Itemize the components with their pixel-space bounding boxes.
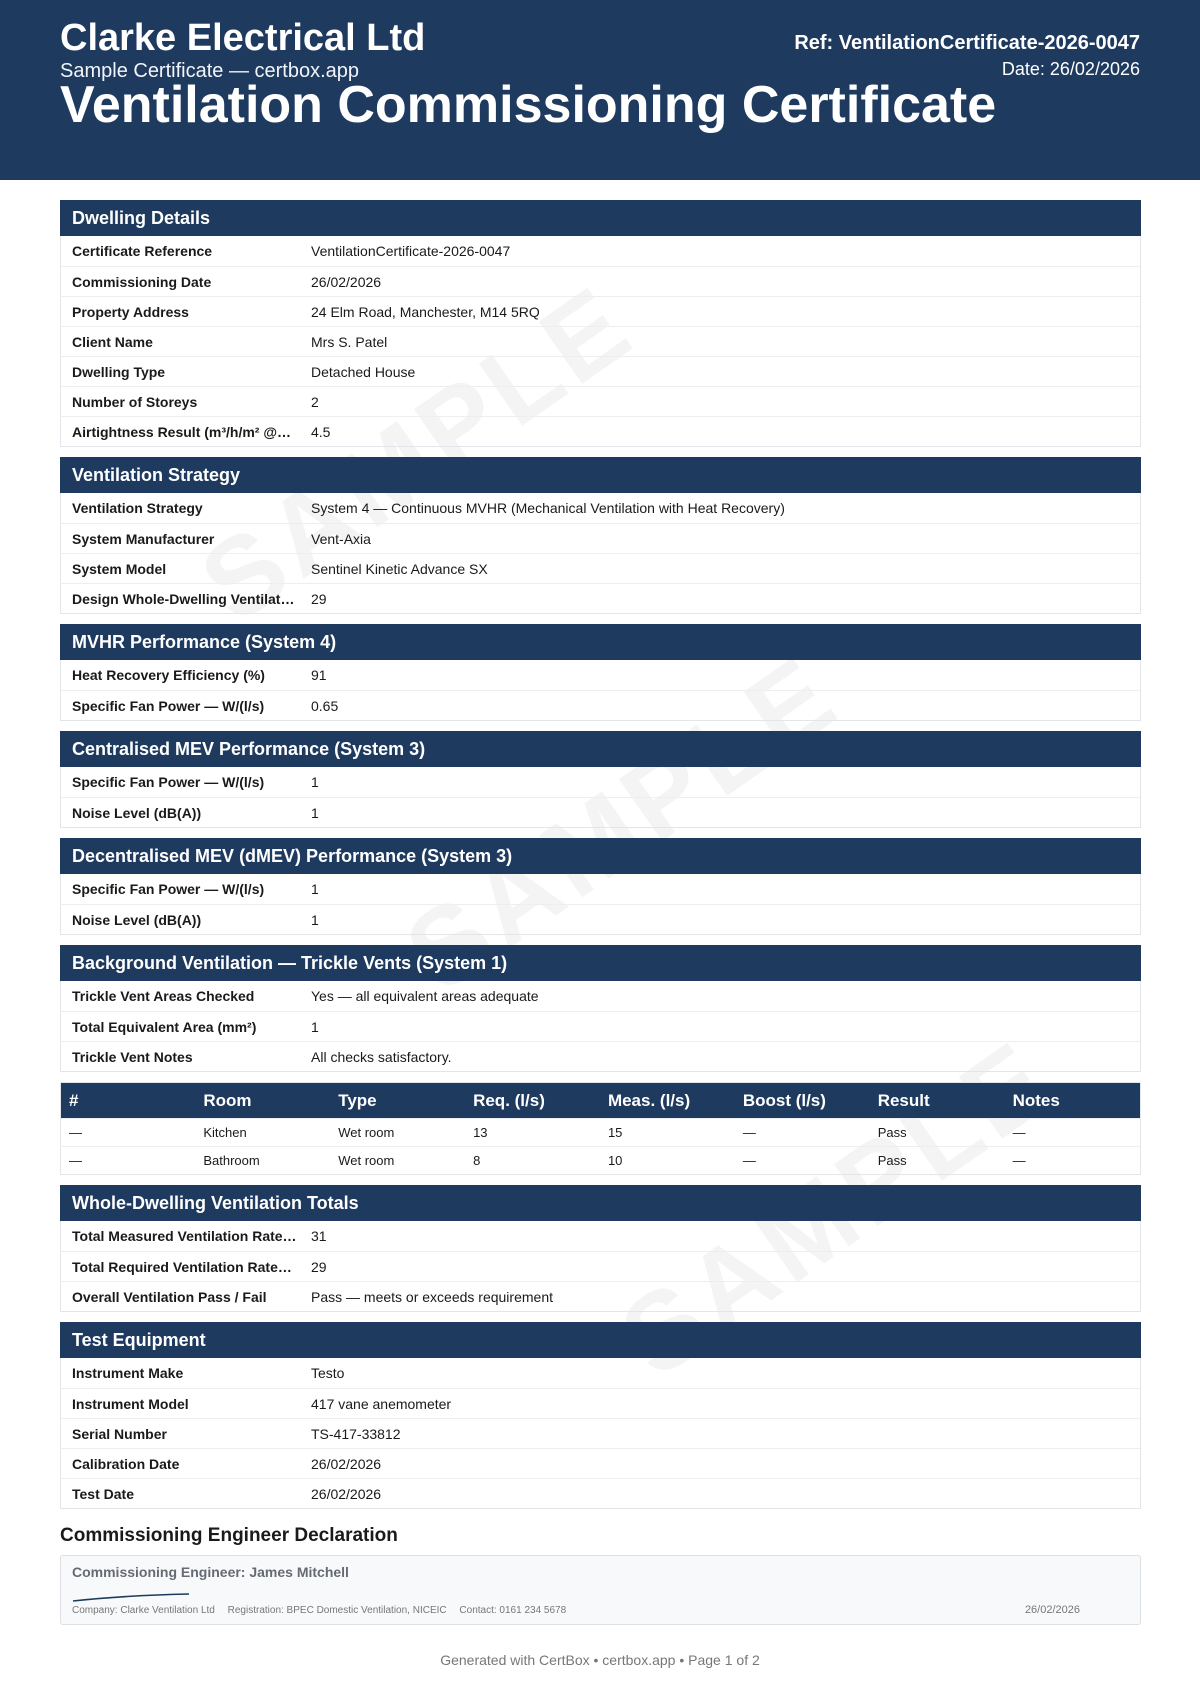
field-list — [60, 874, 1141, 935]
field-value: 1 — [311, 805, 319, 821]
field-row — [61, 1221, 1140, 1251]
field-row — [61, 266, 1140, 296]
field-row — [61, 356, 1140, 386]
field-label: Instrument Model — [72, 1396, 189, 1412]
field-label: Total Equivalent Area (mm²) — [72, 1019, 257, 1035]
whole-dwelling-ventilation-totals-section — [60, 1185, 1141, 1312]
field-label: Dwelling Type — [72, 364, 166, 380]
section-heading: Whole-Dwelling Ventilation Totals — [60, 1185, 1141, 1221]
field-label: Certificate Reference — [72, 243, 213, 259]
field-row — [61, 874, 1140, 904]
engineer-registration: Registration: BPEC Domestic Ventilation, NICEIC — [227, 1605, 447, 1616]
field-row — [61, 904, 1140, 934]
field-value: 417 vane anemometer — [311, 1396, 452, 1412]
table-cell: — — [1005, 1119, 1141, 1147]
field-label: Property Address — [72, 304, 189, 320]
test-equipment-section — [60, 1322, 1141, 1509]
field-list — [60, 1358, 1141, 1509]
column-header: Room — [195, 1083, 330, 1119]
ventilation-strategy-section — [60, 457, 1141, 614]
field-value: 29 — [311, 591, 327, 607]
certificate-header — [0, 0, 1200, 180]
field-label: Ventilation Strategy — [72, 500, 203, 516]
section-heading: Centralised MEV Performance (System 3) — [60, 731, 1141, 767]
field-row — [61, 1388, 1140, 1418]
field-value: 1 — [311, 912, 319, 928]
field-label: Noise Level (dB(A)) — [72, 912, 202, 928]
field-value: 26/02/2026 — [311, 274, 382, 290]
engineer-company: Company: Clarke Ventilation Ltd — [72, 1605, 215, 1616]
engineer-meta — [72, 1605, 576, 1616]
engineer-name: Commissioning Engineer: James Mitchell — [72, 1564, 349, 1580]
field-row — [61, 1448, 1140, 1478]
table-cell: — — [1005, 1147, 1141, 1175]
field-label: System Manufacturer — [72, 531, 215, 547]
field-row — [61, 326, 1140, 356]
field-list — [60, 981, 1141, 1072]
field-row — [61, 797, 1140, 827]
field-value: Vent-Axia — [311, 531, 371, 547]
field-row — [61, 236, 1140, 266]
table-cell: Wet room — [330, 1147, 465, 1175]
section-heading: Dwelling Details — [60, 200, 1141, 236]
table-cell: Pass — [870, 1147, 1005, 1175]
field-list — [60, 767, 1141, 828]
table-cell: — — [61, 1119, 196, 1147]
field-row — [61, 1281, 1140, 1311]
field-row — [61, 981, 1140, 1011]
field-label: Trickle Vent Notes — [72, 1049, 193, 1065]
field-value: 1 — [311, 881, 319, 897]
field-value: All checks satisfactory. — [311, 1049, 452, 1065]
field-label: Heat Recovery Efficiency (%) — [72, 667, 265, 683]
certificate-body — [60, 200, 1141, 1625]
column-header: Notes — [1005, 1083, 1141, 1119]
field-row — [61, 1011, 1140, 1041]
column-header: Result — [870, 1083, 1005, 1119]
field-row — [61, 1358, 1140, 1388]
certificate-date: Date: 26/02/2026 — [1001, 59, 1140, 79]
field-row — [61, 493, 1140, 523]
decentralised-mev-dmev-performance-system-3-section — [60, 838, 1141, 935]
background-ventilation-trickle-vents-system-1-section — [60, 945, 1141, 1072]
field-value: 4.5 — [311, 424, 331, 440]
field-value: Pass — meets or exceeds requirement — [311, 1289, 553, 1305]
table-cell: Bathroom — [195, 1147, 330, 1175]
table-cell: 8 — [465, 1147, 600, 1175]
field-label: Total Required Ventilation Rate… — [72, 1259, 292, 1275]
field-row — [61, 583, 1140, 613]
header-subtitle: Sample Certificate — certbox.app — [60, 60, 360, 82]
column-header: Req. (l/s) — [465, 1083, 600, 1119]
field-value: 0.65 — [311, 698, 339, 714]
field-row — [61, 1041, 1140, 1071]
certificate-title: Ventilation Commissioning Certificate — [60, 76, 997, 134]
field-label: Trickle Vent Areas Checked — [72, 988, 255, 1004]
field-label: Specific Fan Power — W/(l/s) — [72, 774, 265, 790]
dwelling-details-section — [60, 200, 1141, 447]
table-cell: — — [61, 1147, 196, 1175]
declaration-date: 26/02/2026 — [1024, 1604, 1080, 1616]
mvhr-performance-system-4-section — [60, 624, 1141, 721]
field-row — [61, 1251, 1140, 1281]
table-row — [61, 1119, 1141, 1147]
field-label: Specific Fan Power — W/(l/s) — [72, 698, 265, 714]
table-cell: — — [735, 1147, 870, 1175]
field-row — [61, 386, 1140, 416]
field-label: Commissioning Date — [72, 274, 212, 290]
field-value: 29 — [311, 1259, 327, 1275]
field-label: Airtightness Result (m³/h/m² @… — [72, 424, 291, 440]
declaration-title: Commissioning Engineer Declaration — [60, 1525, 398, 1546]
room-ventilation-table — [60, 1082, 1141, 1175]
table-cell: Pass — [870, 1119, 1005, 1147]
field-label: Noise Level (dB(A)) — [72, 805, 202, 821]
field-value: 91 — [311, 667, 327, 683]
field-value: 26/02/2026 — [311, 1486, 382, 1502]
certificate-ref: Ref: VentilationCertificate-2026-0047 — [794, 32, 1140, 54]
column-header: Boost (l/s) — [735, 1083, 870, 1119]
field-value: TS-417-33812 — [311, 1426, 401, 1442]
field-list — [60, 236, 1141, 447]
section-heading: Test Equipment — [60, 1322, 1141, 1358]
field-row — [61, 416, 1140, 446]
field-row — [61, 1418, 1140, 1448]
field-label: Specific Fan Power — W/(l/s) — [72, 881, 265, 897]
field-list — [60, 660, 1141, 721]
field-label: System Model — [72, 561, 167, 577]
field-row — [61, 523, 1140, 553]
field-value: Yes — all equivalent areas adequate — [311, 988, 539, 1004]
column-header: Type — [330, 1083, 465, 1119]
field-row — [61, 767, 1140, 797]
field-label: Number of Storeys — [72, 394, 198, 410]
field-row — [61, 553, 1140, 583]
field-label: Client Name — [72, 334, 153, 350]
section-heading: Background Ventilation — Trickle Vents (System 1) — [60, 945, 1141, 981]
field-value: 2 — [311, 394, 319, 410]
field-value: Testo — [311, 1365, 345, 1381]
table-cell: Wet room — [330, 1119, 465, 1147]
field-value: VentilationCertificate-2026-0047 — [311, 243, 511, 259]
section-heading: Decentralised MEV (dMEV) Performance (System 3) — [60, 838, 1141, 874]
field-label: Instrument Make — [72, 1365, 184, 1381]
field-row — [61, 296, 1140, 326]
field-label: Overall Ventilation Pass / Fail — [72, 1289, 267, 1305]
field-value: Detached House — [311, 364, 416, 380]
field-value: 24 Elm Road, Manchester, M14 5RQ — [311, 304, 540, 320]
column-header: # — [61, 1083, 196, 1119]
field-row — [61, 1478, 1140, 1508]
engineer-contact: Contact: 0161 234 5678 — [459, 1605, 567, 1616]
field-value: 1 — [311, 774, 319, 790]
field-label: Design Whole-Dwelling Ventilat… — [72, 591, 295, 607]
table-cell: — — [735, 1119, 870, 1147]
field-value: System 4 — Continuous MVHR (Mechanical Ventilation with Heat Recovery) — [311, 500, 785, 516]
company-name: Clarke Electrical Ltd — [60, 17, 426, 59]
field-label: Serial Number — [72, 1426, 167, 1442]
signature — [71, 1592, 191, 1604]
section-heading: Ventilation Strategy — [60, 457, 1141, 493]
field-label: Total Measured Ventilation Rate… — [72, 1228, 297, 1244]
field-row — [61, 690, 1140, 720]
field-value: Mrs S. Patel — [311, 334, 388, 350]
declaration-box — [60, 1555, 1141, 1625]
centralised-mev-performance-system-3-section — [60, 731, 1141, 828]
table-row — [61, 1147, 1141, 1175]
field-row — [61, 660, 1140, 690]
field-label: Test Date — [72, 1486, 134, 1502]
field-value: 26/02/2026 — [311, 1456, 382, 1472]
field-label: Calibration Date — [72, 1456, 180, 1472]
field-value: 31 — [311, 1228, 327, 1244]
field-value: Sentinel Kinetic Advance SX — [311, 561, 488, 577]
field-value: 1 — [311, 1019, 319, 1035]
table-cell: 15 — [600, 1119, 735, 1147]
field-list — [60, 1221, 1141, 1312]
page-footer: Generated with CertBox • certbox.app • Page 1 of 2 — [440, 1652, 760, 1668]
table-cell: 13 — [465, 1119, 600, 1147]
table-cell: Kitchen — [195, 1119, 330, 1147]
section-heading: MVHR Performance (System 4) — [60, 624, 1141, 660]
field-list — [60, 493, 1141, 614]
column-header: Meas. (l/s) — [600, 1083, 735, 1119]
table-cell: 10 — [600, 1147, 735, 1175]
